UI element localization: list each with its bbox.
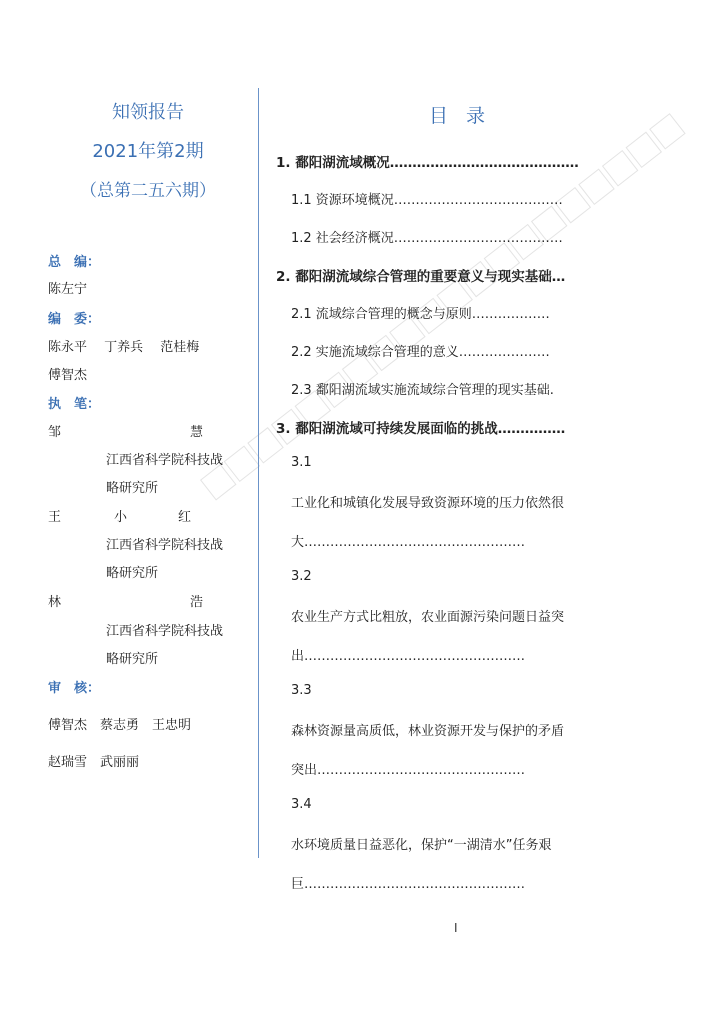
toc-entry-number[interactable]: 3.2 bbox=[291, 569, 312, 584]
author-affiliation: 江西省科学院科技战 bbox=[106, 624, 224, 639]
toc-entry[interactable]: 1. 鄱阳湖流域概况…………………………………… bbox=[276, 155, 579, 171]
toc-entry-text[interactable]: 农业生产方式比粗放，农业面源污染问题日益突 bbox=[291, 610, 565, 625]
toc-entry[interactable]: 3. 鄱阳湖流域可持续发展面临的挑战…………… bbox=[276, 421, 566, 437]
toc-entry[interactable]: 2. 鄱阳湖流域综合管理的重要意义与现实基础… bbox=[276, 269, 566, 285]
toc-entry[interactable]: 2.2 实施流域综合管理的意义………………… bbox=[291, 345, 550, 360]
toc-entry-text[interactable]: 突出………………………………………… bbox=[291, 763, 526, 778]
toc-entry-text[interactable]: 大…………………………………………… bbox=[291, 535, 526, 550]
author-name-part: 邹 bbox=[48, 425, 62, 440]
report-title: 知领报告 bbox=[112, 102, 184, 123]
toc-title: 目 录 bbox=[428, 105, 492, 127]
toc-entry-text[interactable]: 森林资源量高质低，林业资源开发与保护的矛盾 bbox=[291, 724, 565, 739]
toc-entry-text[interactable]: 巨…………………………………………… bbox=[291, 877, 526, 892]
toc-entry[interactable]: 2.1 流域综合管理的概念与原则……………… bbox=[291, 307, 550, 322]
editors-label: 编 委： bbox=[48, 312, 101, 327]
chief-editor-label: 总 编： bbox=[48, 255, 101, 270]
toc-entry-text[interactable]: 工业化和城镇化发展导致资源环境的压力依然很 bbox=[291, 496, 565, 511]
report-issue: 2021年第2期 bbox=[92, 141, 204, 162]
toc-entry-text[interactable]: 出…………………………………………… bbox=[291, 649, 526, 664]
author-name-part: 红 bbox=[178, 510, 192, 525]
toc-entry-number[interactable]: 3.1 bbox=[291, 455, 312, 470]
author-affiliation: 略研究所 bbox=[106, 481, 159, 496]
column-divider bbox=[258, 88, 259, 858]
page-number: I bbox=[454, 921, 458, 935]
report-total-issue: （总第二五六期） bbox=[80, 181, 216, 201]
author-name-part: 浩 bbox=[190, 595, 204, 610]
toc-entry[interactable]: 1.2 社会经济概况………………………………… bbox=[291, 231, 563, 246]
reviewers-line-2: 赵瑞雪 武丽丽 bbox=[48, 755, 140, 770]
author-name-part: 小 bbox=[114, 510, 128, 525]
author-name-part: 王 bbox=[48, 510, 62, 525]
authors-label: 执 笔： bbox=[48, 397, 101, 412]
chief-editor-name: 陈左宁 bbox=[48, 282, 88, 297]
reviewers-label: 审 核： bbox=[48, 681, 101, 696]
author-affiliation: 江西省科学院科技战 bbox=[106, 538, 224, 553]
toc-entry[interactable]: 1.1 资源环境概况………………………………… bbox=[291, 193, 563, 208]
author-affiliation: 略研究所 bbox=[106, 566, 159, 581]
author-affiliation: 略研究所 bbox=[106, 652, 159, 667]
editors-line-2: 傅智杰 bbox=[48, 368, 88, 383]
author-name-part: 林 bbox=[48, 595, 62, 610]
toc-entry[interactable]: 2.3 鄱阳湖流域实施流域综合管理的现实基础. bbox=[291, 383, 554, 398]
author-name-part: 慧 bbox=[190, 425, 204, 440]
editors-line-1: 陈永平 丁养兵 范桂梅 bbox=[48, 340, 200, 355]
author-affiliation: 江西省科学院科技战 bbox=[106, 453, 224, 468]
toc-entry-number[interactable]: 3.4 bbox=[291, 797, 312, 812]
reviewers-line-1: 傅智杰 蔡志勇 王忠明 bbox=[48, 718, 192, 733]
toc-entry-number[interactable]: 3.3 bbox=[291, 683, 312, 698]
toc-entry-text[interactable]: 水环境质量日益恶化，保护“一湖清水”任务艰 bbox=[291, 838, 552, 853]
